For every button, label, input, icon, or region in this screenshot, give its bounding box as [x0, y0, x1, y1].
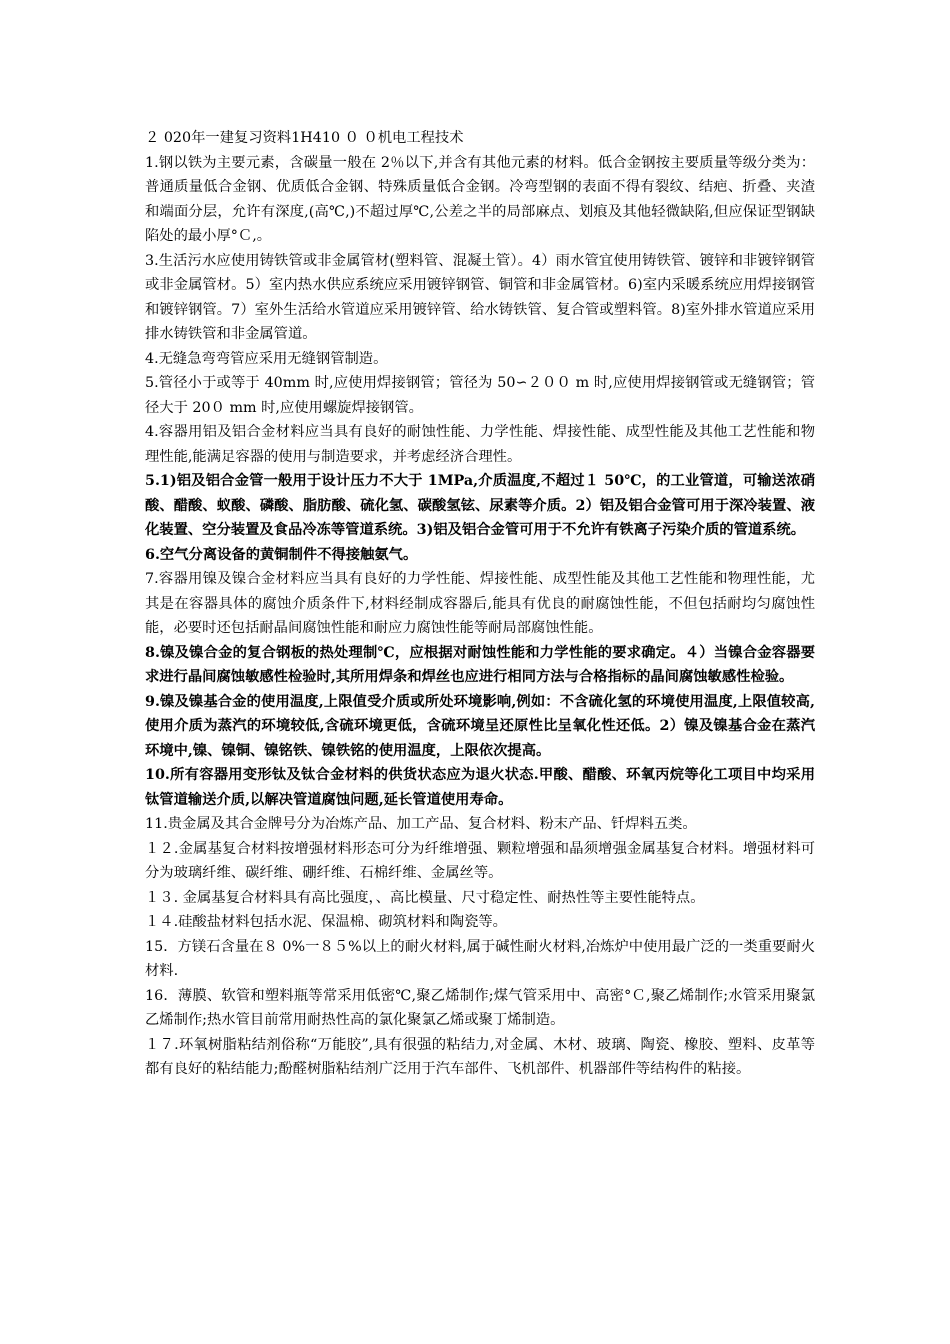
paragraph: １３. 金属基复合材料具有高比强度，、高比模量、尺寸稳定性、耐热性等主要性能特点。	[145, 889, 705, 906]
document-body	[145, 126, 815, 1082]
paragraph: 9.镍及镍基合金的使用温度,上限值受介质或所处环境影响,例如：不含硫化氢的环境使用温度,上限值较高,使用介质为蒸汽的环境较低,含硫环境更低，含硫环境呈还原性比呈氧化性还低。2）镍及镍基合金在蒸汽环境中,镍、镍铜、镍铭铁、镍铁铭的使用温度，上限依次提高。	[145, 693, 815, 759]
paragraph: １７.环氧树脂粘结剂俗称“万能胶”,具有很强的粘结力,对金属、木材、玻璃、陶瓷、橡胶、塑料、皮革等都有良好的粘结能力;酚醛树脂粘结剂广泛用于汽车部件、飞机部件、机器部件等结构件的粘接。	[145, 1036, 815, 1077]
paragraph-list	[145, 151, 815, 1082]
paragraph: 1.钢以铁为主要元素，含碳量一般在 2％以下,并含有其他元素的材料。低合金钢按主要质量等级分类为：普通质量低合金钢、优质低合金钢、特殊质量低合金钢。冷弯型钢的表面不得有裂纹、结疤、折叠、夹渣和端面分层，允许有深度,(高℃,)不超过厚℃,公差之半的局部麻点、划痕及其他轻微缺陷,但应保证型钢缺陷处的最小厚°Ｃ,。	[145, 154, 815, 244]
document-title: ２ 020年一建复习资料1H410 ０ ０机电工程技术	[145, 130, 464, 146]
paragraph: 5.管径小于或等于 40mm 时,应使用焊接钢管；管径为 50∽２００ m 时,应使用焊接钢管或无缝钢管；管径大于 20０ mm 时,应使用螺旋焊接钢管。	[145, 375, 815, 416]
paragraph: 10.所有容器用变形钛及钛合金材料的供货状态应为退火状态.甲酸、醋酸、环氧丙烷等化工项目中均采用钛管道输送介质,以解决管道腐蚀问题,延长管道使用寿命。	[145, 767, 815, 808]
paragraph: 7.容器用镍及镍合金材料应当具有良好的力学性能、焊接性能、成型性能及其他工艺性能和物理性能，尤其是在容器具体的腐蚀介质条件下,材料经制成容器后,能具有优良的耐腐蚀性能，不但包括耐均匀腐蚀性能，必要时还包括耐晶间腐蚀性能和耐应力腐蚀性能等耐局部腐蚀性能。	[145, 571, 815, 636]
paragraph: 15．方镁石含量在８ 0%一８５%以上的耐火材料,属于碱性耐火材料,冶炼炉中使用最广泛的一类重要耐火材料.	[145, 938, 815, 979]
paragraph: 4.无缝急弯弯管应采用无缝钢管制造。	[145, 350, 388, 367]
paragraph: 8.镍及镍合金的复合钢板的热处理制℃，应根据对耐蚀性能和力学性能的要求确定。４）当镍合金容器要求进行晶间腐蚀敏感性检验时,其所用焊条和焊丝也应进行相同方法与合格指标的晶间腐蚀敏感性检验。	[145, 644, 815, 685]
paragraph: 4.容器用铝及铝合金材料应当具有良好的耐蚀性能、力学性能、焊接性能、成型性能及其他工艺性能和物理性能,能满足容器的使用与制造要求，并考虑经济合理性。	[145, 424, 815, 465]
paragraph: 16．薄膜、软管和塑料瓶等常采用低密℃,聚乙烯制作;煤气管采用中、高密°Ｃ,聚乙烯制作;水管采用聚氯乙烯制作;热水管目前常用耐热性高的氯化聚氯乙烯或聚丁烯制造。	[145, 987, 815, 1028]
paragraph: 5.1)铝及铝合金管一般用于设计压力不大于 1MPa,介质温度,不超过１ 50℃，的工业管道，可输送浓硝酸、醋酸、蚁酸、磷酸、脂肪酸、硫化氢、碳酸氢铉、尿素等介质。2）铝及铝合金管可用于深冷装置、液化装置、空分装置及食品冷冻等管道系统。3)铝及铝合金管可用于不允许有铁离子污染介质的管道系统。	[145, 473, 815, 538]
paragraph: 6.空气分离设备的黄铜制件不得接触氨气。	[145, 546, 418, 563]
paragraph: 11.贵金属及其合金牌号分为冶炼产品、加工产品、复合材料、粉末产品、钎焊料五类。	[145, 816, 697, 832]
paragraph: 3.生活污水应使用铸铁管或非金属管材(塑料管、混凝土管）。4）雨水管宜使用铸铁管、镀锌和非镀锌钢管或非金属管材。5）室内热水供应系统应采用镀锌钢管、铜管和非金属管材。6)室内采暖系统应用焊接钢管和镀锌钢管。7）室外生活给水管道应采用镀锌管、给水铸铁管、复合管或塑料管。8)室外排水管道应采用排水铸铁管和非金属管道。	[145, 252, 815, 342]
paragraph: １４.硅酸盐材料包括水泥、保温棉、砌筑材料和陶瓷等。	[145, 914, 507, 930]
paragraph: １２.金属基复合材料按增强材料形态可分为纤维增强、颗粒增强和晶须增强金属基复合材料。增强材料可分为玻璃纤维、碳纤维、硼纤维、石棉纤维、金属丝等。	[145, 840, 815, 881]
